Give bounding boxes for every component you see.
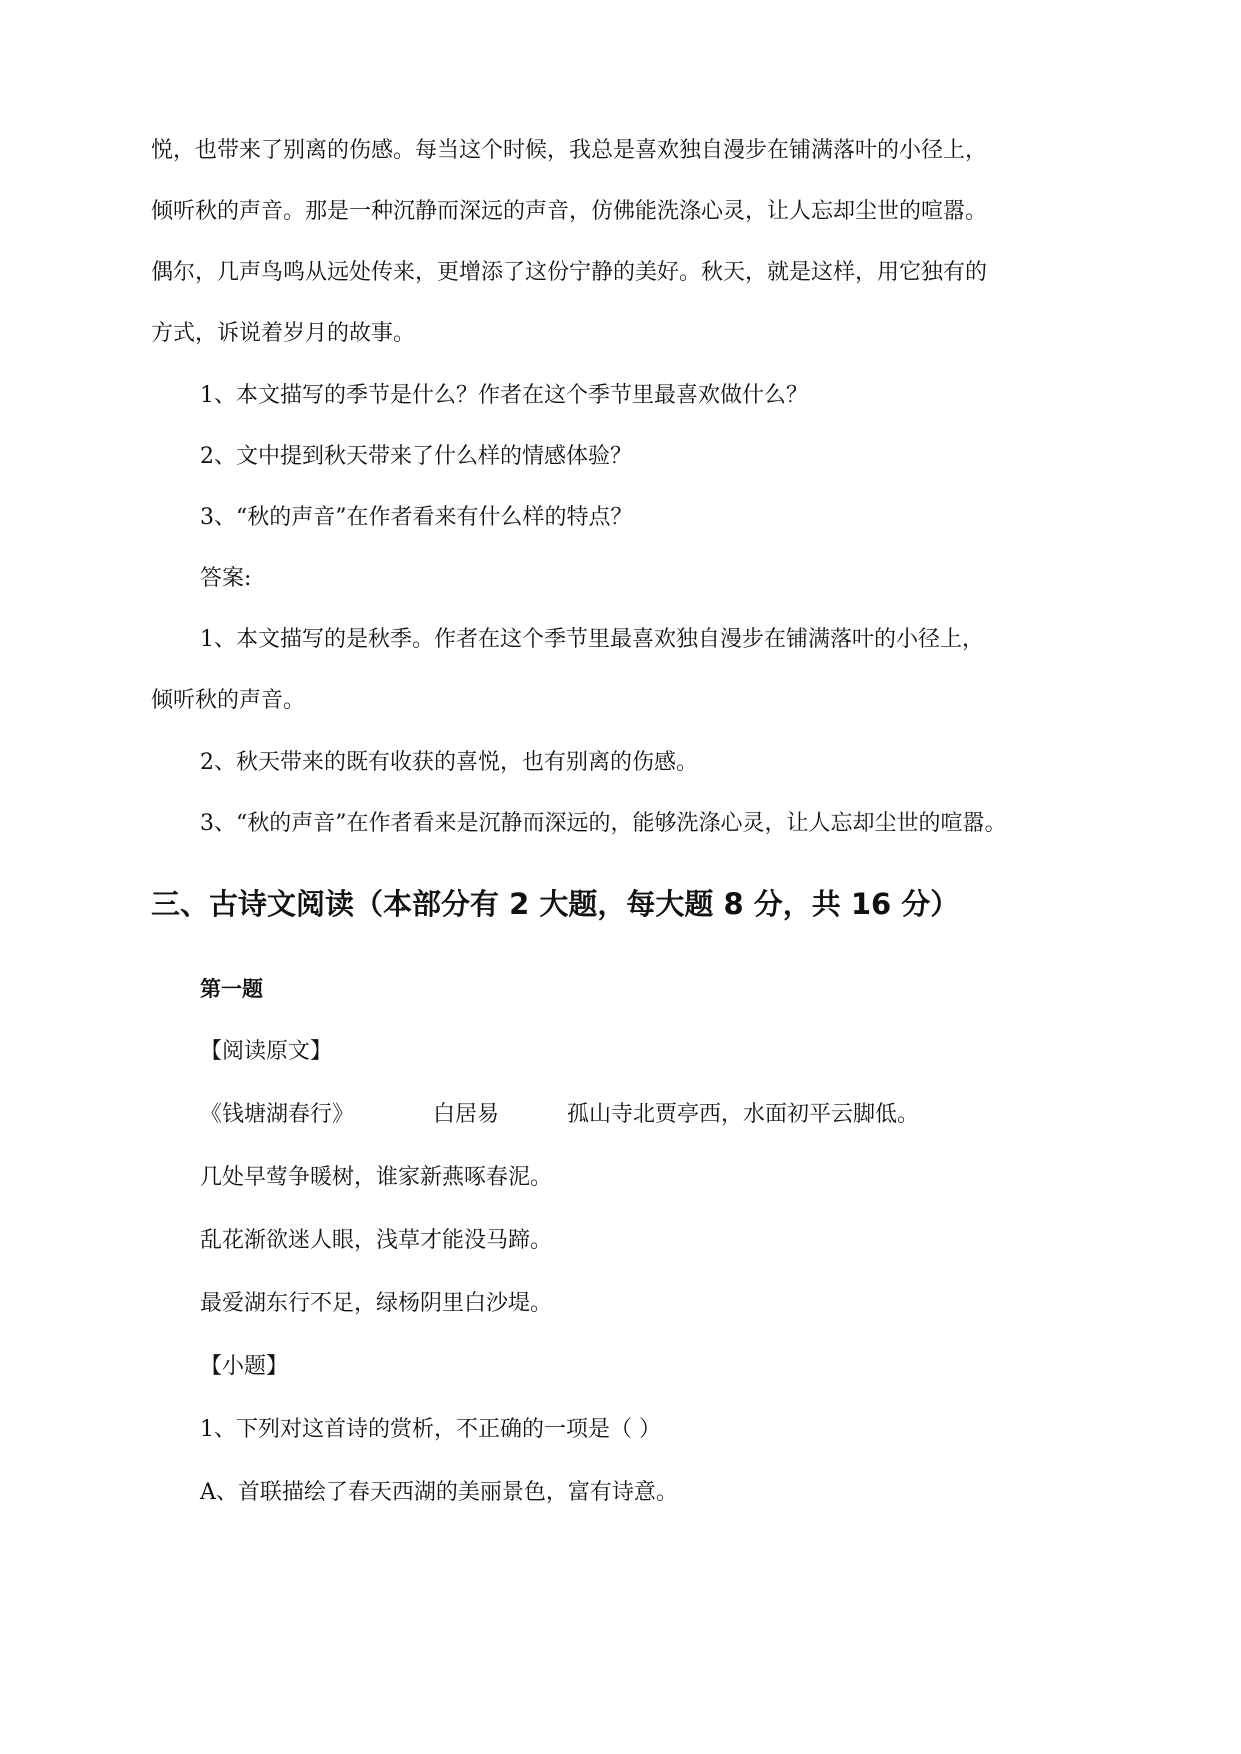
answer-2: 2、秋天带来的既有收获的喜悦，也有别离的伤感。 — [200, 750, 698, 775]
passage-line-2: 倾听秋的声音。那是一种沉静而深远的声音，仿佛能洗涤心灵，让人忘却尘世的喧嚣。 — [151, 199, 988, 224]
passage-line-1: 悦，也带来了别离的伤感。每当这个时候，我总是喜欢独自漫步在铺满落叶的小径上， — [151, 138, 988, 163]
question-2: 2、文中提到秋天带来了什么样的情感体验？ — [200, 444, 632, 469]
reading-label: 【阅读原文】 — [200, 1039, 333, 1064]
poem-author: 白居易 — [433, 1102, 500, 1127]
poem-line-2: 几处早莺争暖树，谁家新燕啄春泥。 — [200, 1165, 553, 1190]
answer-1-line-2: 倾听秋的声音。 — [151, 688, 306, 713]
option-a: A、首联描绘了春天西湖的美丽景色，富有诗意。 — [200, 1480, 678, 1505]
answers-label: 答案: — [200, 566, 252, 591]
sub-question-label: 【小题】 — [200, 1354, 289, 1379]
passage-line-4: 方式，诉说着岁月的故事。 — [151, 321, 416, 346]
passage-line-3: 偶尔，几声鸟鸣从远处传来，更增添了这份宁静的美好。秋天，就是这样，用它独有的 — [151, 260, 988, 285]
poem-line-1: 孤山寺北贾亭西，水面初平云脚低。 — [567, 1102, 920, 1127]
sub-question-1: 1、下列对这首诗的赏析，不正确的一项是（ ） — [200, 1417, 661, 1442]
question-3: 3、“秋的声音”在作者看来有什么样的特点？ — [200, 505, 633, 530]
section-3-heading: 三、古诗文阅读（本部分有 2 大题，每大题 8 分，共 16 分） — [151, 887, 960, 921]
question-1: 1、本文描写的季节是什么？作者在这个季节里最喜欢做什么？ — [200, 383, 808, 408]
poem-title: 《钱塘湖春行》 — [200, 1102, 355, 1127]
poem-line-4: 最爱湖东行不足，绿杨阴里白沙堤。 — [200, 1291, 553, 1316]
poem-line-3: 乱花渐欲迷人眼，浅草才能没马蹄。 — [200, 1228, 553, 1253]
question-1-title: 第一题 — [200, 977, 263, 1001]
answer-1-line-1: 1、本文描写的是秋季。作者在这个季节里最喜欢独自漫步在铺满落叶的小径上， — [200, 627, 984, 652]
answer-3: 3、“秋的声音”在作者看来是沉静而深远的，能够洗涤心灵，让人忘却尘世的喧嚣。 — [200, 811, 1007, 836]
